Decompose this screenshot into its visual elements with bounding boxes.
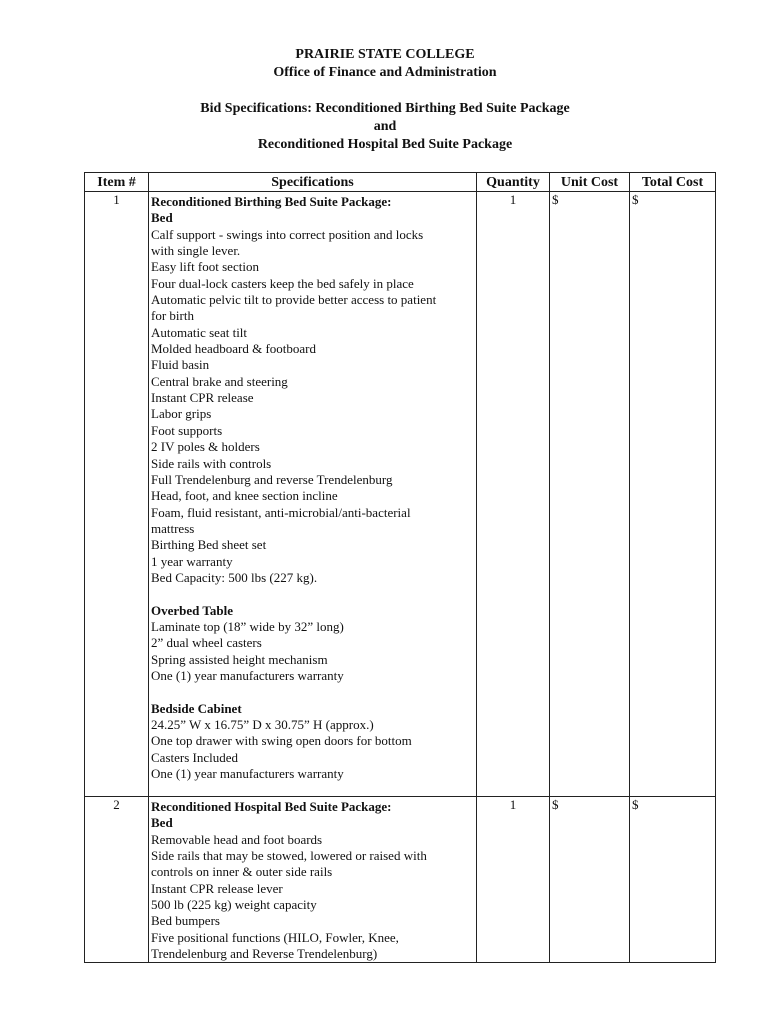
spec-heading: Reconditioned Birthing Bed Suite Package: — [151, 194, 392, 209]
spec-line: Side rails that may be stowed, lowered or raised with — [151, 848, 427, 864]
spec-line: 2 IV poles & holders — [151, 439, 260, 455]
column-header-specifications: Specifications — [149, 173, 477, 192]
table-row — [85, 192, 716, 797]
quantity-cell: 1 — [477, 797, 550, 963]
spec-line: mattress — [151, 520, 195, 536]
spec-line: 24.25” W x 16.75” D x 30.75” H (approx.) — [151, 717, 374, 732]
spec-line: Birthing Bed sheet set — [151, 537, 267, 553]
spec-line: Automatic seat tilt — [151, 324, 248, 340]
spec-line: Five positional functions (HILO, Fowler, Knee, — [151, 929, 399, 945]
header-spacer — [0, 82, 770, 100]
specifications-cell — [149, 797, 477, 963]
spec-line: Fluid basin — [151, 357, 210, 373]
document-title-line-3: Reconditioned Hospital Bed Suite Package — [257, 137, 513, 152]
total-cost-cell: $ — [630, 797, 716, 963]
spec-line: controls on inner & outer side rails — [151, 864, 333, 880]
spec-spacer — [151, 586, 474, 602]
table-row — [85, 797, 716, 963]
spec-line: Bed Capacity: 500 lbs (227 kg). — [151, 569, 318, 585]
spec-line: Removable head and foot boards — [151, 831, 323, 847]
spec-heading: Bed — [151, 815, 173, 831]
spec-line: Bed bumpers — [151, 913, 220, 929]
spec-line: Trendelenburg and Reverse Trendelenburg) — [151, 946, 378, 962]
item-number: 2 — [85, 797, 149, 963]
institution-name: PRAIRIE STATE COLLEGE — [295, 47, 475, 62]
spec-line: One (1) year manufacturers warranty — [151, 667, 344, 683]
total-cost-cell: $ — [630, 192, 716, 797]
spec-line: One (1) year manufacturers warranty — [151, 766, 344, 782]
spec-line: Laminate top (18” wide by 32” long) — [151, 618, 344, 634]
spec-line: 2” dual wheel casters — [151, 635, 262, 651]
spec-line: for birth — [151, 308, 194, 324]
spec-line: 500 lb (225 kg) weight capacity — [151, 897, 317, 913]
spec-line: Molded headboard & footboard — [151, 341, 316, 357]
spec-line: Side rails with controls — [151, 455, 272, 471]
table-header-row — [85, 173, 716, 192]
spec-line: Four dual-lock casters keep the bed safely in place — [151, 275, 414, 291]
column-header-item: Item # — [85, 173, 149, 192]
spec-heading: Bedside Cabinet — [151, 700, 242, 716]
spec-line: One top drawer with swing open doors for bottom — [151, 733, 412, 749]
quantity-cell: 1 — [477, 192, 550, 797]
spec-line: Easy lift foot section — [151, 259, 259, 275]
spec-heading: Bed — [151, 210, 173, 226]
spec-line: Spring assisted height mechanism — [151, 651, 328, 667]
spec-line: Full Trendelenburg and reverse Trendelenburg — [151, 471, 393, 487]
spec-line: Foam, fluid resistant, anti-microbial/anti-bacterial — [151, 504, 411, 520]
document-header — [0, 46, 770, 154]
column-header-unit-cost: Unit Cost — [550, 173, 630, 192]
specifications-cell — [149, 192, 477, 797]
spec-line: Head, foot, and knee section incline — [151, 488, 338, 504]
spec-line: Automatic pelvic tilt to provide better access to patient — [151, 292, 437, 308]
unit-cost-cell: $ — [550, 192, 630, 797]
spec-line: Instant CPR release lever — [151, 880, 283, 896]
spec-line: Casters Included — [151, 749, 239, 765]
bid-spec-table — [84, 172, 716, 963]
spec-heading: Overbed Table — [151, 602, 233, 618]
document-title-line-2: and — [373, 119, 397, 134]
column-header-quantity: Quantity — [477, 173, 550, 192]
spec-line: with single lever. — [151, 243, 241, 259]
spec-line: Labor grips — [151, 406, 212, 422]
spec-spacer — [151, 684, 474, 700]
document-title-line-1: Bid Specifications: Reconditioned Birthing Bed Suite Package — [200, 101, 570, 116]
spec-line: 1 year warranty — [151, 553, 233, 569]
spec-line: Foot supports — [151, 422, 223, 438]
column-header-total-cost: Total Cost — [630, 173, 716, 192]
item-number: 1 — [85, 192, 149, 797]
spec-line: Central brake and steering — [151, 373, 288, 389]
office-name: Office of Finance and Administration — [273, 65, 497, 80]
unit-cost-cell: $ — [550, 797, 630, 963]
spec-heading: Reconditioned Hospital Bed Suite Package: — [151, 799, 392, 814]
spec-line: Calf support - swings into correct position and locks — [151, 226, 424, 242]
spec-line: Instant CPR release — [151, 390, 254, 406]
